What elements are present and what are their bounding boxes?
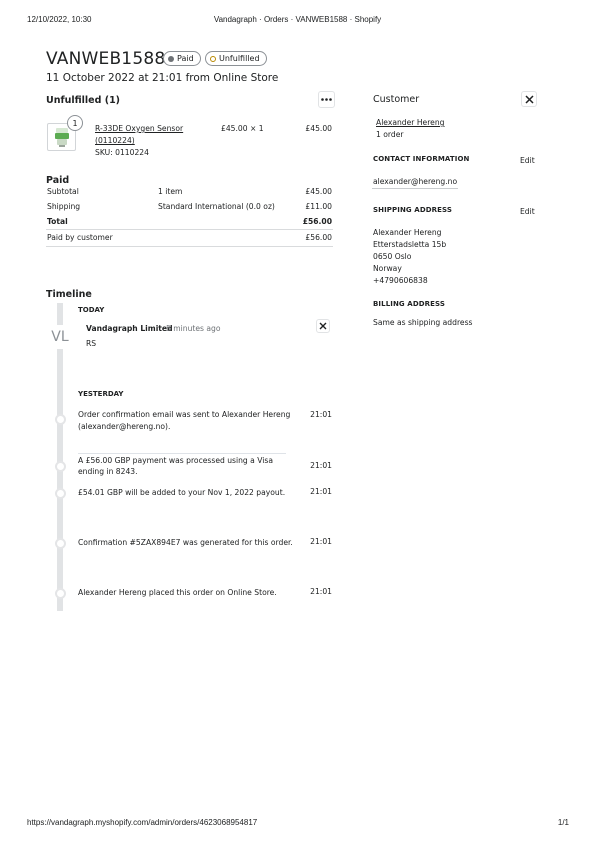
shipping-label: Shipping [47, 202, 81, 211]
timeline-event-time: 21:01 [310, 410, 332, 419]
timeline-yesterday-label: YESTERDAY [78, 390, 124, 398]
address-line: Norway [373, 264, 402, 273]
address-phone: +4790606838 [373, 276, 428, 285]
paid-dot-icon [168, 56, 174, 62]
paid-divider [46, 229, 333, 230]
print-datetime: 12/10/2022, 10:30 [27, 15, 92, 24]
avatar: VL [46, 325, 74, 349]
timeline-event-text[interactable]: Confirmation #5ZAX894E7 was generated for this order. [78, 538, 293, 547]
timeline-event-time: 21:01 [310, 587, 332, 596]
address-line: 0650 Oslo [373, 252, 412, 261]
timeline-event-dot [55, 588, 66, 599]
timeline-event-text[interactable]: Order confirmation email was sent to Alexander Hereng [78, 410, 291, 419]
timeline-event-dot [55, 461, 66, 472]
comment-author: Vandagraph Limited [86, 324, 173, 333]
fulfillment-status-label: Unfulfilled [219, 54, 260, 63]
address-line: Etterstadsletta 15b [373, 240, 447, 249]
print-url: https://vandagraph.myshopify.com/admin/orders/4623068954817 [27, 818, 258, 827]
total-amount: £56.00 [302, 217, 332, 226]
customer-email-link[interactable]: alexander@hereng.no [372, 176, 458, 189]
timeline-event-dot [55, 414, 66, 425]
timeline-event-time: 21:01 [310, 487, 332, 496]
address-line: Alexander Hereng [373, 228, 442, 237]
order-subtitle: 11 October 2022 at 21:01 from Online Store [46, 72, 279, 84]
comment-text: RS [86, 339, 97, 348]
close-icon [319, 322, 327, 330]
paid-by-customer-amount: £56.00 [305, 233, 332, 242]
subtotal-detail: 1 item [158, 187, 183, 196]
customer-heading: Customer [373, 94, 420, 105]
subtotal-amount: £45.00 [305, 187, 332, 196]
more-dots-icon [321, 98, 332, 101]
timeline-event-time: 21:01 [310, 537, 332, 546]
billing-address-heading: BILLING ADDRESS [373, 300, 445, 308]
unfulfilled-heading: Unfulfilled (1) [46, 95, 121, 106]
subtotal-label: Subtotal [47, 187, 79, 196]
timeline-today-label: TODAY [78, 306, 105, 314]
event-divider [78, 453, 286, 454]
shipping-address-heading: SHIPPING ADDRESS [373, 206, 452, 214]
order-number: VANWEB1588 [46, 49, 166, 69]
quantity-badge: 1 [67, 115, 83, 131]
payment-status-label: Paid [177, 54, 194, 63]
oxygen-sensor-image-icon [53, 126, 71, 148]
product-price-qty: £45.00 × 1 [221, 124, 264, 133]
more-actions-button[interactable] [318, 91, 335, 108]
timeline-event-text-cont[interactable]: (alexander@hereng.no). [78, 422, 171, 431]
timeline-event-dot [55, 538, 66, 549]
unfulfilled-dot-icon [210, 56, 216, 62]
print-page-count: 1/1 [557, 818, 569, 827]
close-icon [525, 95, 534, 104]
shipping-edit-button[interactable]: Edit [520, 207, 535, 216]
product-name-link-line1[interactable]: R-33DE Oxygen Sensor [95, 124, 184, 133]
customer-order-count: 1 order [376, 130, 404, 139]
print-page-title: Vandagraph · Orders · VANWEB1588 · Shopify [213, 15, 382, 24]
customer-name-link[interactable]: Alexander Hereng [376, 118, 445, 127]
delete-comment-button[interactable] [316, 319, 330, 333]
product-line-total: £45.00 [305, 124, 332, 133]
contact-info-heading: CONTACT INFORMATION [373, 155, 470, 163]
timeline-event-text[interactable]: A £56.00 GBP payment was processed using a Visa [78, 456, 273, 465]
payment-status-badge [163, 51, 201, 66]
product-name-link-line2[interactable]: (0110224) [95, 136, 135, 145]
paid-heading: Paid [46, 175, 70, 186]
timeline-event-text[interactable]: Alexander Hereng placed this order on Online Store. [78, 588, 277, 597]
timeline-heading: Timeline [46, 289, 92, 300]
contact-edit-button[interactable]: Edit [520, 156, 535, 165]
shipping-detail: Standard International (0.0 oz) [158, 202, 275, 211]
remove-customer-button[interactable] [521, 91, 537, 107]
paid-bottom-divider [46, 246, 333, 247]
timeline-event-text-cont[interactable]: ending in 8243. [78, 467, 138, 476]
billing-address-text: Same as shipping address [373, 318, 473, 327]
timeline-line [57, 303, 63, 611]
paid-by-customer-label: Paid by customer [47, 233, 113, 242]
total-label: Total [47, 217, 68, 226]
product-sku: SKU: 0110224 [95, 148, 149, 157]
shipping-amount: £11.00 [305, 202, 332, 211]
timeline-event-time: 21:01 [310, 461, 332, 470]
timeline-event-text[interactable]: £54.01 GBP will be added to your Nov 1, 2022 payout. [78, 488, 286, 497]
timeline-event-dot [55, 488, 66, 499]
fulfillment-status-badge [205, 51, 267, 66]
comment-time: 5 minutes ago [166, 324, 221, 333]
